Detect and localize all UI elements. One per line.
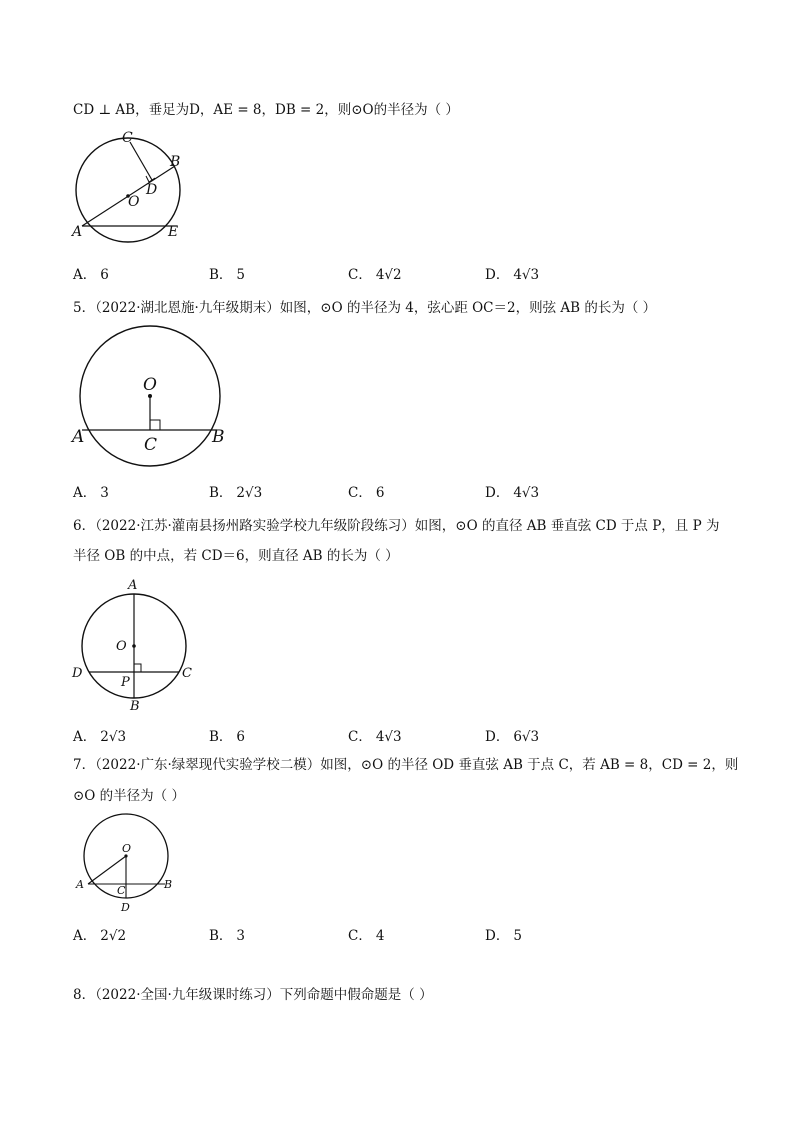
- q7-options: [73, 924, 633, 944]
- q5-stem: 5．（2022·湖北恩施·九年级期末）如图，⊙O 的半径为 4，弦心距 OC＝2，则弦 AB 的长为（ ）: [73, 300, 657, 316]
- q5-label-o: O: [143, 375, 157, 395]
- q5-figure: [70, 322, 230, 472]
- q4-option-d[interactable]: D． 4√3: [485, 267, 540, 283]
- q7-stem-line1: 7．（2022·广东·绿翠现代实验学校二模）如图，⊙O 的半径 OD 垂直弦 AB 于点 C，若 AB = 8，CD = 2，则: [73, 757, 739, 773]
- q5-option-b[interactable]: B． 2√3: [209, 485, 263, 501]
- q6-option-a[interactable]: A． 2√3: [73, 729, 127, 745]
- q6-label-o: O: [116, 639, 127, 654]
- q6-label-p: P: [121, 675, 130, 690]
- q4-label-c: C: [122, 130, 133, 146]
- q4-label-o: O: [128, 194, 140, 210]
- q4-options: [73, 263, 633, 283]
- q6-option-b[interactable]: B． 6: [209, 729, 246, 745]
- q6-stem-line2: 半径 OB 的中点，若 CD＝6，则直径 AB 的长为（ ）: [73, 548, 399, 564]
- q5-label-a: A: [72, 427, 85, 447]
- q6-figure: [70, 574, 200, 714]
- q7-option-d[interactable]: D． 5: [485, 928, 522, 944]
- q6-options: [73, 725, 633, 745]
- q4-option-c[interactable]: C． 4√2: [348, 267, 402, 283]
- q4-stem: CD ⊥ AB，垂足为D，AE = 8，DB = 2，则⊙O的半径为（ ）: [73, 102, 459, 118]
- q4-label-a: A: [72, 224, 83, 240]
- q7-figure: [72, 812, 184, 918]
- q6-stem-line1: 6．（2022·江苏·灌南县扬州路实验学校九年级阶段练习）如图，⊙O 的直径 AB 垂直弦 CD 于点 P，且 P 为: [73, 518, 720, 534]
- q7-option-c[interactable]: C． 4: [348, 928, 385, 944]
- q7-label-b: B: [164, 878, 173, 891]
- q5-option-c[interactable]: C． 6: [348, 485, 385, 501]
- q4-label-b: B: [170, 154, 181, 170]
- q5-options: [73, 481, 633, 501]
- q7-option-b[interactable]: B． 3: [209, 928, 246, 944]
- q6-label-b: B: [130, 699, 140, 714]
- q7-label-o: O: [122, 842, 132, 855]
- q4-label-e: E: [168, 224, 179, 240]
- q5-option-a[interactable]: A． 3: [73, 485, 109, 501]
- q6-option-c[interactable]: C． 4√3: [348, 729, 402, 745]
- q8-stem: 8．（2022·全国·九年级课时练习）下列命题中假命题是（ ）: [73, 987, 433, 1003]
- q6-label-a: A: [128, 578, 138, 593]
- q6-label-d: D: [72, 666, 83, 681]
- q7-label-d: D: [121, 901, 130, 914]
- q6-option-d[interactable]: D． 6√3: [485, 729, 540, 745]
- q7-stem-line2: ⊙O 的半径为（ ）: [73, 788, 185, 804]
- q5-label-b: B: [212, 427, 225, 447]
- q4-option-a[interactable]: A． 6: [73, 267, 109, 283]
- q7-label-c: C: [117, 884, 126, 897]
- q4-figure: [70, 128, 190, 248]
- q7-option-a[interactable]: A． 2√2: [73, 928, 127, 944]
- q4-option-b[interactable]: B． 5: [209, 267, 246, 283]
- q4-label-d: D: [146, 182, 158, 198]
- q6-label-c: C: [182, 666, 192, 681]
- q5-label-c: C: [144, 435, 158, 455]
- q7-label-a: A: [76, 878, 84, 891]
- q5-option-d[interactable]: D． 4√3: [485, 485, 540, 501]
